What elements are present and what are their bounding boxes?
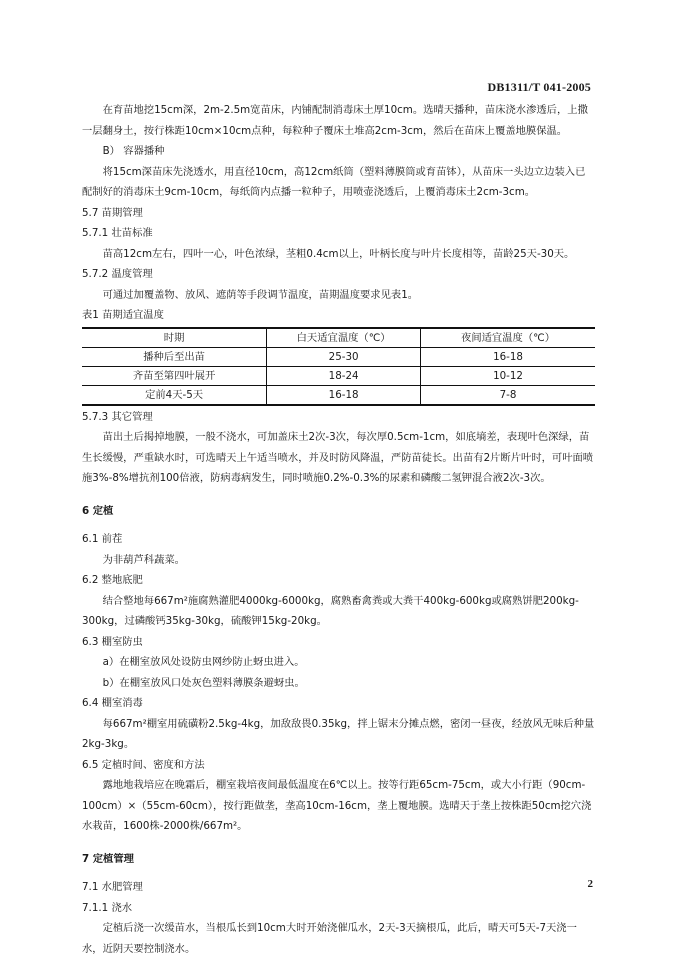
document-body (82, 100, 595, 959)
table-cell: 16-18 (267, 385, 421, 405)
paragraph-6-5: 露地地栽培应在晚霜后，棚室栽培夜间最低温度在6℃以上。按等行距65cm-75cm，或大小行距（90cm-100cm）×（55cm-60cm），按行距做垄，垄高10cm-16cm，垄上覆地膜。选晴天于垄上按株距50cm挖穴浇水栽苗，1600株-2000株/667m²。 (82, 779, 592, 832)
paragraph-7-1-1: 定植后浇一次缓苗水，当根瓜长到10cm大时开始浇催瓜水，2天-3天摘根瓜，此后，晴天可5天-7天浇一水，近阴天要控制浇水。 (82, 922, 577, 955)
paragraph-seedbed-sowing: 在育苗地挖15cm深，2m-2.5m宽苗床，内铺配制消毒床土厚10cm。选晴天播种，苗床浇水渗透后，上撒一层翻身土，按行株距10cm×10cm点种，每粒种子覆床土堆高2cm-3cm，然后在苗床上覆盖地膜保温。 (82, 104, 588, 137)
paragraph-5-7-2: 可通过加覆盖物、放风、遮荫等手段调节温度，苗期温度要求见表1。 (102, 288, 419, 301)
table-cell: 播种后至出苗 (82, 347, 267, 366)
heading-7-1-1: 7.1.1 浇水 (82, 901, 133, 914)
paragraph-5-7-1: 苗高12cm左右，四叶一心，叶色浓绿，茎粗0.4cm以上，叶柄长度与叶片长度相等，苗龄25天-30天。 (102, 247, 575, 260)
heading-6-4: 6.4 棚室消毒 (82, 697, 143, 709)
table-cell: 25-30 (267, 347, 421, 366)
table-cell: 16-18 (421, 347, 595, 366)
paragraph-container-sowing: 将15cm深苗床先浇透水，用直径10cm，高12cm纸筒（塑料薄膜筒或育苗钵），从苗床一头边立边装入已配制好的消毒床土9cm-10cm，每纸筒内点播一粒种子，用喷壶浇透后，上覆消毒床土2cm-3cm。 (82, 165, 586, 198)
temperature-table (82, 327, 595, 406)
heading-5-7-1: 5.7.1 壮苗标准 (82, 227, 153, 239)
table-header-cell: 夜间适宜温度（℃） (421, 328, 595, 348)
table-cell: 定前4天-5天 (82, 385, 267, 405)
table-cell: 10-12 (421, 366, 595, 385)
document-code: DB1311/T 041-2005 (487, 80, 591, 94)
heading-7: 7 定植管理 (82, 852, 134, 865)
heading-7-1: 7.1 水肥管理 (82, 881, 143, 893)
paragraph-6-1: 为非葫芦科蔬菜。 (102, 553, 185, 566)
heading-6-1: 6.1 前茬 (82, 533, 123, 545)
page-number: 2 (587, 878, 593, 890)
subheading-container-sowing: B） 容器播种 (102, 145, 165, 157)
table-header-row (82, 328, 595, 348)
heading-5-7: 5.7 苗期管理 (82, 206, 143, 219)
table-caption: 表1 苗期适宜温度 (82, 309, 164, 321)
paragraph-6-3-b: b）在棚室放风口处灰色塑料薄膜条避蚜虫。 (102, 676, 305, 689)
heading-5-7-3: 5.7.3 其它管理 (82, 410, 153, 423)
heading-6-2: 6.2 整地底肥 (82, 574, 143, 586)
table-row (82, 385, 595, 405)
heading-6-5: 6.5 定植时间、密度和方法 (82, 758, 205, 771)
paragraph-6-2: 结合整地每667m²施腐熟灌肥4000kg-6000kg，腐熟畜禽粪或大粪干400kg-600kg或腐熟饼肥200kg-300kg，过磷酸钙35kg-30kg，硫酸钾15kg-20kg。 (82, 594, 579, 627)
table-row (82, 366, 595, 385)
table-header-cell: 时期 (82, 328, 267, 348)
table-cell: 7-8 (421, 385, 595, 405)
heading-6: 6 定植 (82, 504, 114, 517)
paragraph-6-3-a: a）在棚室放风处设防虫网纱防止蚜虫进入。 (102, 656, 305, 668)
table-header-cell: 白天适宜温度（℃） (267, 328, 421, 348)
heading-5-7-2: 5.7.2 温度管理 (82, 268, 153, 280)
heading-6-3: 6.3 棚室防虫 (82, 635, 143, 648)
table-cell: 18-24 (267, 366, 421, 385)
table-row (82, 347, 595, 366)
table-cell: 齐苗至第四叶展开 (82, 366, 267, 385)
paragraph-5-7-3: 苗出土后揭掉地膜，一般不浇水，可加盖床土2次-3次，每次厚0.5cm-1cm，如底墒差，表现叶色深绿，苗生长缓慢，严重缺水时，可选晴天上午适当喷水，并及时防风降温，严防苗徒长。出苗有2片断片叶时，可叶面喷施3%-8%增抗剂100倍液，防病毒病发生，同时喷施0.2%-0.3%的尿素和磷酸二氢钾混合液2次-3次。 (82, 431, 594, 484)
paragraph-6-4: 每667m²棚室用硫磺粉2.5kg-4kg，加敌敌畏0.35kg，拌上锯末分摊点燃，密闭一昼夜，经放风无味后种量2kg-3kg。 (82, 717, 595, 750)
